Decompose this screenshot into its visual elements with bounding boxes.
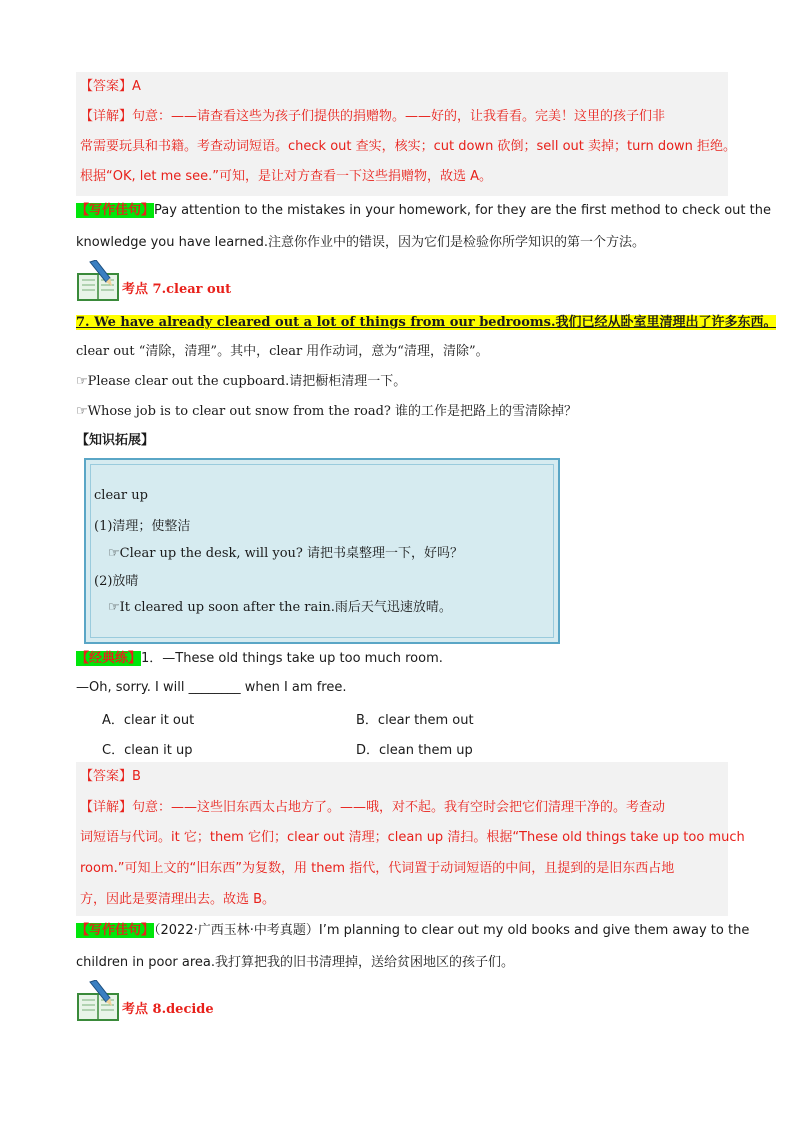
option-b[interactable]: B．clear them out — [356, 713, 474, 728]
detail-line-1 — [80, 102, 665, 132]
knowledge-heading — [76, 426, 728, 456]
detail-line-2: 常需要玩具和书籍。考查动词短语。check out 查实，核实；cut down 砍倒；sell out 卖掉；turn down 拒绝。 — [80, 139, 737, 154]
detail-line-3: 根据“OK, let me see.”可知，是让对方查看一下这些捐赠物，故选 A。 — [80, 169, 493, 184]
option-c[interactable]: C．clean it up — [102, 743, 193, 758]
writing-tag: 【写作佳句】 — [76, 203, 155, 218]
option-a[interactable]: A．clear it out — [102, 713, 195, 728]
writing2-line-1: （2022·广西玉林·中考真题）I’m planning to clear out my old books and give them away to the — [154, 923, 750, 938]
knowledge-box — [84, 458, 560, 644]
answer-value: A — [132, 79, 141, 94]
knowledge-example-2: ☞It cleared up soon after the rain.雨后天气迅速放晴。 — [108, 600, 452, 615]
book-pencil-icon — [76, 260, 122, 302]
answer-value-2: B — [132, 769, 141, 784]
writing-line-1: Pay attention to the mistakes in your homework, for they are the first method to check out the — [154, 203, 771, 218]
practice-question-line-2: —Oh, sorry. I will ________ when I am free. — [76, 680, 347, 695]
answer-tag: 【答案】 — [80, 79, 133, 94]
detail2-line-4: 方，因此是要清理出去。故选 B。 — [80, 892, 276, 907]
item-7-explanation: clear out “清除，清理”。其中，clear 用作动词，意为“清理，清除”。 — [76, 344, 489, 359]
practice-question-line-1: 1．—These old things take up too much room. — [141, 651, 443, 666]
item-7-example-1: ☞Please clear out the cupboard.请把橱柜清理一下。 — [76, 374, 407, 389]
writing-tag-2: 【写作佳句】 — [76, 923, 155, 938]
answer-tag-2: 【答案】 — [80, 769, 133, 784]
detail2-line-3: room.”可知上文的“旧东西”为复数，用 them 指代，代词置于动词短语的中间，且提到的是旧东西占地 — [80, 861, 675, 876]
writing2-line-2: children in poor area.我打算把我的旧书清理掉，送给贫困地区的孩子们。 — [76, 955, 515, 970]
kaodian-8-header — [76, 980, 476, 1024]
kaodian-8-title: 考点 8.decide — [122, 1002, 214, 1017]
writing-sentence-2 — [76, 916, 750, 980]
book-pencil-icon — [76, 980, 122, 1022]
knowledge-tag: 【知识拓展】 — [76, 433, 155, 448]
practice-tag: 【经典练】 — [76, 651, 142, 666]
practice-question — [76, 644, 728, 764]
detail-tag: 【详解】 — [80, 109, 133, 124]
detail2-line-2: 词短语与代词。it 它；them 它们；clear out 清理；clean up 清扫。根据“These old things take up too much — [80, 830, 745, 845]
detail2-text-1: 句意：——这些旧东西太占地方了。——哦，对不起。我有空时会把它们清理干净的。考查动 — [132, 800, 666, 815]
knowledge-sense-1: (1)清理；使整洁 — [94, 519, 191, 534]
option-d[interactable]: D．clean them up — [356, 743, 473, 758]
writing-line-2: knowledge you have learned.注意你作业中的错误，因为它们是检验你所学知识的第一个方法。 — [76, 235, 645, 250]
answer-block-2 — [76, 762, 745, 916]
answer-block-1 — [76, 72, 737, 196]
knowledge-example-1: ☞Clear up the desk, will you? 请把书桌整理一下，好吗？ — [108, 546, 464, 561]
detail-tag-2: 【详解】 — [80, 800, 133, 815]
knowledge-phrase: clear up — [94, 488, 148, 503]
item-7-heading: 7. We have already cleared out a lot of things from our bedrooms.我们已经从卧室里清理出了许多东西。 — [76, 315, 777, 330]
answer-line — [80, 72, 141, 102]
writing-sentence-1 — [76, 196, 771, 260]
knowledge-sense-2: (2)放晴 — [94, 574, 139, 589]
answer-line-2 — [80, 762, 141, 792]
detail-text-1: 句意：——请查看这些为孩子们提供的捐赠物。——好的，让我看看。完美！这里的孩子们非 — [132, 109, 666, 124]
item-7-example-2: ☞Whose job is to clear out snow from the road? 谁的工作是把路上的雪清除掉？ — [76, 404, 578, 419]
kaodian-7-header — [76, 260, 476, 304]
kaodian-7-title: 考点 7.clear out — [122, 282, 232, 297]
detail2-line-1 — [80, 793, 665, 823]
item-7 — [76, 308, 777, 428]
